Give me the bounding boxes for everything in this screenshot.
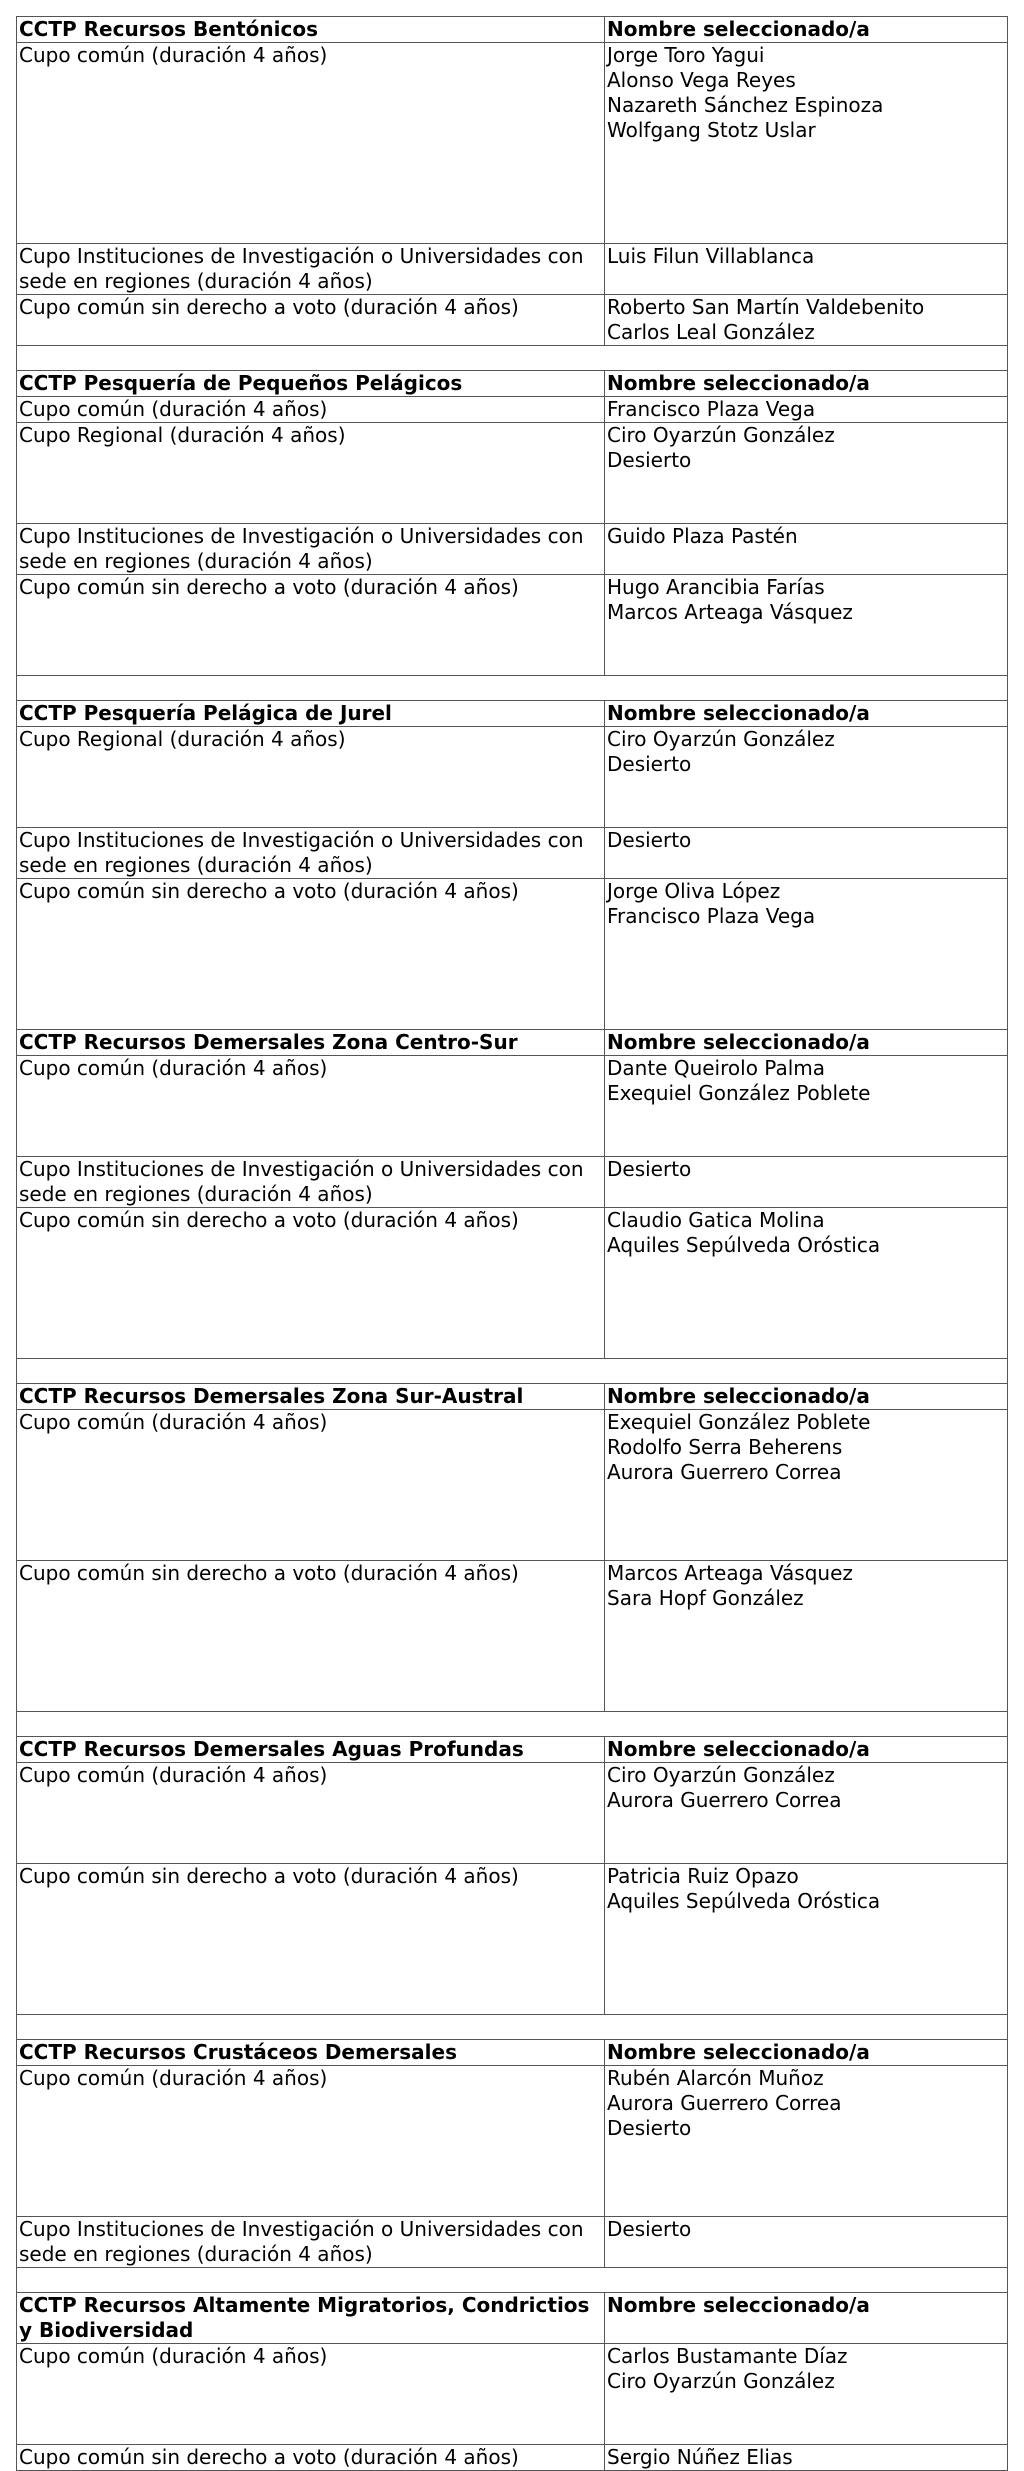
- selected-name: Rubén Alarcón Muñoz: [607, 2066, 824, 2090]
- selected-names-cell: [605, 2217, 1008, 2268]
- committee-title: CCTP Pesquería de Pequeños Pelágicos: [17, 371, 605, 397]
- committee-header-row: [17, 701, 1008, 727]
- table-row: [17, 1410, 1008, 1561]
- committees-table-body: [17, 17, 1008, 2471]
- selected-name: Ciro Oyarzún González: [607, 1763, 835, 1787]
- committee-header-row: [17, 2040, 1008, 2066]
- committee-header-row: [17, 1030, 1008, 1056]
- selected-names-cell: [605, 1864, 1008, 2015]
- selected-name: Desierto: [607, 2217, 692, 2241]
- selected-name: Carlos Leal González: [607, 320, 815, 344]
- spacer-cell: [17, 2015, 1008, 2040]
- selected-name: Aurora Guerrero Correa: [607, 1460, 842, 1484]
- selected-names-cell: [605, 1763, 1008, 1864]
- selected-names-cell: [605, 1410, 1008, 1561]
- cupo-label: Cupo común sin derecho a voto (duración 4 años): [17, 2445, 605, 2471]
- column-header-name: Nombre seleccionado/a: [605, 17, 1008, 43]
- column-header-name: Nombre seleccionado/a: [605, 1384, 1008, 1410]
- selected-names-cell: [605, 1561, 1008, 1712]
- selected-names-cell: [605, 295, 1008, 346]
- selected-name: Wolfgang Stotz Uslar: [607, 118, 816, 142]
- selected-name: Desierto: [607, 2116, 692, 2140]
- spacer-cell: [17, 676, 1008, 701]
- spacer-row: [17, 346, 1008, 371]
- cupo-label: Cupo común (duración 4 años): [17, 397, 605, 423]
- selected-names-cell: [605, 575, 1008, 676]
- selected-name: Aquiles Sepúlveda Oróstica: [607, 1889, 881, 1913]
- table-row: [17, 244, 1008, 295]
- selected-name: Luis Filun Villablanca: [607, 244, 815, 268]
- table-row: [17, 1056, 1008, 1157]
- cupo-label: Cupo común sin derecho a voto (duración 4 años): [17, 879, 605, 1030]
- cupo-label: Cupo Instituciones de Investigación o Universidades con sede en regiones (duración 4 años): [17, 524, 605, 575]
- selected-names-cell: [605, 524, 1008, 575]
- selected-name: Marcos Arteaga Vásquez: [607, 1561, 853, 1585]
- cupo-label: Cupo Instituciones de Investigación o Universidades con sede en regiones (duración 4 años): [17, 828, 605, 879]
- spacer-cell: [17, 2268, 1008, 2293]
- cupo-label: Cupo común (duración 4 años): [17, 43, 605, 244]
- selected-name: Desierto: [607, 448, 692, 472]
- table-row: [17, 1864, 1008, 2015]
- cupo-label: Cupo común sin derecho a voto (duración 4 años): [17, 1864, 605, 2015]
- selected-name: Aurora Guerrero Correa: [607, 2091, 842, 2115]
- selected-name: Desierto: [607, 752, 692, 776]
- table-row: [17, 1561, 1008, 1712]
- selected-names-cell: [605, 244, 1008, 295]
- selected-name: Rodolfo Serra Beherens: [607, 1435, 843, 1459]
- table-row: [17, 1208, 1008, 1359]
- spacer-row: [17, 676, 1008, 701]
- table-row: [17, 828, 1008, 879]
- column-header-name: Nombre seleccionado/a: [605, 1030, 1008, 1056]
- spacer-cell: [17, 346, 1008, 371]
- table-row: [17, 43, 1008, 244]
- selected-name: Ciro Oyarzún González: [607, 727, 835, 751]
- selected-name: Roberto San Martín Valdebenito: [607, 295, 925, 319]
- committee-header-row: [17, 17, 1008, 43]
- column-header-name: Nombre seleccionado/a: [605, 371, 1008, 397]
- table-row: [17, 727, 1008, 828]
- cupo-label: Cupo común (duración 4 años): [17, 1763, 605, 1864]
- column-header-name: Nombre seleccionado/a: [605, 2293, 1008, 2344]
- selected-names-cell: [605, 1208, 1008, 1359]
- selected-names-cell: [605, 1056, 1008, 1157]
- selected-names-cell: [605, 828, 1008, 879]
- selected-name: Carlos Bustamante Díaz: [607, 2344, 848, 2368]
- spacer-cell: [17, 1712, 1008, 1737]
- selected-name: Jorge Toro Yagui: [607, 43, 765, 67]
- selected-name: Alonso Vega Reyes: [607, 68, 796, 92]
- table-row: [17, 879, 1008, 1030]
- selected-names-cell: [605, 43, 1008, 244]
- cupo-label: Cupo común sin derecho a voto (duración 4 años): [17, 1561, 605, 1712]
- selected-names-cell: [605, 423, 1008, 524]
- committee-header-row: [17, 1384, 1008, 1410]
- cupo-label: Cupo común (duración 4 años): [17, 2066, 605, 2217]
- spacer-row: [17, 2268, 1008, 2293]
- selected-names-cell: [605, 727, 1008, 828]
- selected-name: Desierto: [607, 1157, 692, 1181]
- selected-name: Sergio Núñez Elias: [607, 2445, 793, 2469]
- table-row: [17, 397, 1008, 423]
- selected-name: Ciro Oyarzún González: [607, 2369, 835, 2393]
- column-header-name: Nombre seleccionado/a: [605, 2040, 1008, 2066]
- selected-name: Jorge Oliva López: [607, 879, 781, 903]
- committee-title: CCTP Recursos Demersales Zona Sur-Austral: [17, 1384, 605, 1410]
- cupo-label: Cupo común sin derecho a voto (duración 4 años): [17, 1208, 605, 1359]
- cupo-label: Cupo común sin derecho a voto (duración 4 años): [17, 295, 605, 346]
- selected-name: Exequiel González Poblete: [607, 1081, 871, 1105]
- spacer-cell: [17, 1359, 1008, 1384]
- table-row: [17, 2445, 1008, 2471]
- column-header-name: Nombre seleccionado/a: [605, 701, 1008, 727]
- spacer-row: [17, 2015, 1008, 2040]
- cupo-label: Cupo Regional (duración 4 años): [17, 727, 605, 828]
- table-row: [17, 1763, 1008, 1864]
- cupo-label: Cupo común sin derecho a voto (duración 4 años): [17, 575, 605, 676]
- selected-name: Ciro Oyarzún González: [607, 423, 835, 447]
- table-row: [17, 524, 1008, 575]
- selected-name: Aquiles Sepúlveda Oróstica: [607, 1233, 881, 1257]
- selected-names-cell: [605, 879, 1008, 1030]
- committee-title: CCTP Pesquería Pelágica de Jurel: [17, 701, 605, 727]
- table-row: [17, 295, 1008, 346]
- cupo-label: Cupo Instituciones de Investigación o Universidades con sede en regiones (duración 4 años): [17, 1157, 605, 1208]
- selected-name: Dante Queirolo Palma: [607, 1056, 825, 1080]
- selected-name: Nazareth Sánchez Espinoza: [607, 93, 884, 117]
- table-row: [17, 575, 1008, 676]
- selected-name: Exequiel González Poblete: [607, 1410, 871, 1434]
- committees-table: [16, 16, 1008, 2471]
- selected-names-cell: [605, 2445, 1008, 2471]
- committee-header-row: [17, 2293, 1008, 2344]
- cupo-label: Cupo común (duración 4 años): [17, 2344, 605, 2445]
- table-row: [17, 423, 1008, 524]
- committee-header-row: [17, 371, 1008, 397]
- selected-names-cell: [605, 1157, 1008, 1208]
- table-row: [17, 2217, 1008, 2268]
- cupo-label: Cupo Regional (duración 4 años): [17, 423, 605, 524]
- committee-title: CCTP Recursos Bentónicos: [17, 17, 605, 43]
- committee-header-row: [17, 1737, 1008, 1763]
- cupo-label: Cupo común (duración 4 años): [17, 1056, 605, 1157]
- table-row: [17, 2344, 1008, 2445]
- cupo-label: Cupo Instituciones de Investigación o Universidades con sede en regiones (duración 4 años): [17, 2217, 605, 2268]
- selected-name: Desierto: [607, 828, 692, 852]
- committee-title: CCTP Recursos Crustáceos Demersales: [17, 2040, 605, 2066]
- selected-name: Marcos Arteaga Vásquez: [607, 600, 853, 624]
- selected-names-cell: [605, 397, 1008, 423]
- selected-name: Sara Hopf González: [607, 1586, 804, 1610]
- committee-title: CCTP Recursos Demersales Zona Centro-Sur: [17, 1030, 605, 1056]
- selected-name: Claudio Gatica Molina: [607, 1208, 825, 1232]
- selected-name: Francisco Plaza Vega: [607, 904, 816, 928]
- spacer-row: [17, 1359, 1008, 1384]
- committee-title: CCTP Recursos Altamente Migratorios, Condrictios y Biodiversidad: [17, 2293, 605, 2344]
- selected-names-cell: [605, 2344, 1008, 2445]
- selected-name: Guido Plaza Pastén: [607, 524, 798, 548]
- selected-names-cell: [605, 2066, 1008, 2217]
- table-row: [17, 1157, 1008, 1208]
- selected-name: Hugo Arancibia Farías: [607, 575, 825, 599]
- selected-name: Patricia Ruiz Opazo: [607, 1864, 799, 1888]
- cupo-label: Cupo común (duración 4 años): [17, 1410, 605, 1561]
- cupo-label: Cupo Instituciones de Investigación o Universidades con sede en regiones (duración 4 años): [17, 244, 605, 295]
- selected-name: Francisco Plaza Vega: [607, 397, 816, 421]
- selected-name: Aurora Guerrero Correa: [607, 1788, 842, 1812]
- table-row: [17, 2066, 1008, 2217]
- spacer-row: [17, 1712, 1008, 1737]
- committee-title: CCTP Recursos Demersales Aguas Profundas: [17, 1737, 605, 1763]
- column-header-name: Nombre seleccionado/a: [605, 1737, 1008, 1763]
